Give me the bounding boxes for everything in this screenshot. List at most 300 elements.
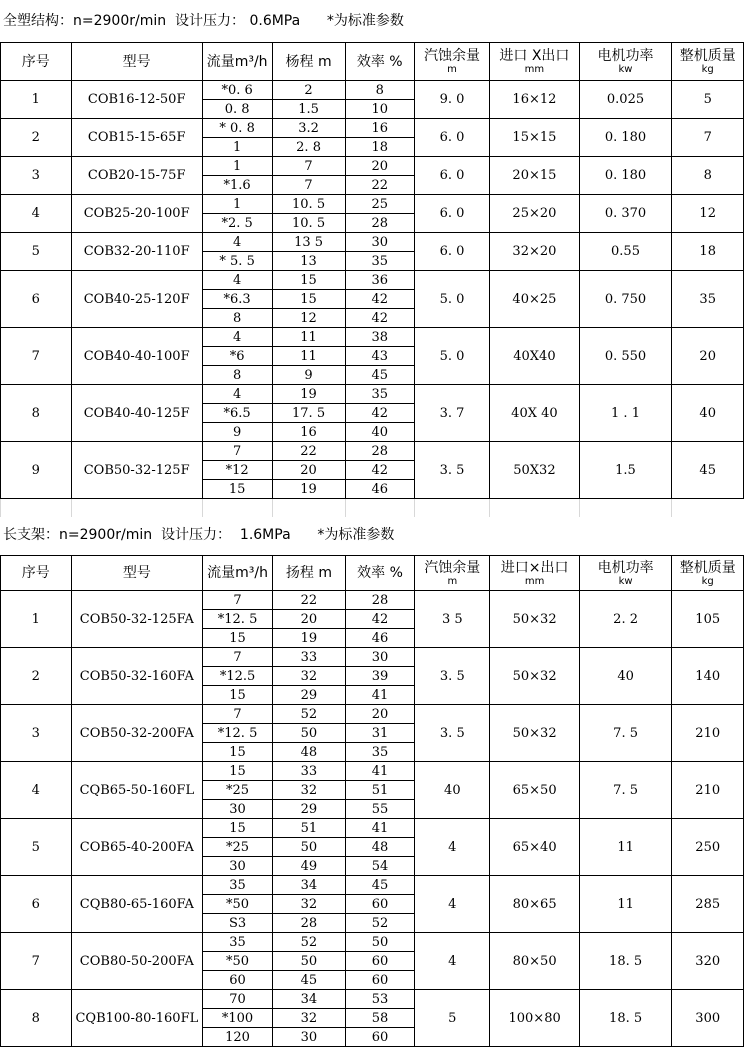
flow-value: *12.5 <box>203 667 273 686</box>
column-header-label: 流量m³/h <box>206 53 268 70</box>
motor-power: 1 . 1 <box>579 385 672 442</box>
table-row <box>1 933 744 952</box>
column-header-label: 进口 X出口 <box>499 48 570 64</box>
unit-mass: 320 <box>672 933 744 990</box>
table-row <box>1 195 744 214</box>
head-value: 32 <box>272 667 345 686</box>
head-value: 16 <box>272 423 345 442</box>
column-header-unit: m <box>447 64 457 75</box>
port-size: 50X32 <box>490 442 579 499</box>
efficiency-value: 46 <box>345 480 414 499</box>
head-value: 9 <box>272 366 345 385</box>
port-size: 80×50 <box>490 933 579 990</box>
efficiency-value: 51 <box>345 781 414 800</box>
motor-power: 18. 5 <box>579 990 672 1047</box>
flow-value: 15 <box>203 629 273 648</box>
head-value: 19 <box>272 629 345 648</box>
column-header-label: 效率 % <box>357 565 403 581</box>
efficiency-value: 42 <box>345 404 414 423</box>
efficiency-value: 41 <box>345 762 414 781</box>
port-size: 40X40 <box>490 328 579 385</box>
head-value: 30 <box>272 1028 345 1047</box>
column-header <box>203 556 273 591</box>
port-size: 32×20 <box>490 233 579 271</box>
efficiency-value: 41 <box>345 686 414 705</box>
motor-power: 0. 550 <box>579 328 672 385</box>
motor-power: 0. 370 <box>579 195 672 233</box>
npsh-value: 6. 0 <box>414 233 489 271</box>
column-header-label: 效率 % <box>356 53 403 70</box>
column-header-unit: kw <box>618 575 633 587</box>
section-2-title: 长支架：n=2900r/min 设计压力： 1.6MPa *为标准参数 <box>3 527 395 543</box>
table-row <box>1 876 744 895</box>
table-row <box>1 157 744 176</box>
port-size: 50×32 <box>490 705 579 762</box>
efficiency-value: 42 <box>345 309 414 328</box>
table-row <box>1 385 744 404</box>
flow-value: *0. 6 <box>202 81 272 100</box>
motor-power: 0. 750 <box>579 271 672 328</box>
head-value: 3.2 <box>272 119 345 138</box>
efficiency-value: 48 <box>345 838 414 857</box>
motor-power: 40 <box>579 648 672 705</box>
port-size: 40X 40 <box>490 385 579 442</box>
row-number: 8 <box>1 385 72 442</box>
column-header <box>1 556 72 591</box>
port-size: 80×65 <box>490 876 579 933</box>
npsh-value: 9. 0 <box>414 81 489 119</box>
efficiency-value: 28 <box>345 214 414 233</box>
head-value: 33 <box>272 648 345 667</box>
efficiency-value: 60 <box>345 952 414 971</box>
table-row <box>1 762 744 781</box>
efficiency-value: 30 <box>345 648 414 667</box>
port-size: 20×15 <box>490 157 579 195</box>
table-row <box>1 271 744 290</box>
flow-value: 4 <box>202 233 272 252</box>
column-header-label: 整机质量 <box>679 559 736 576</box>
flow-value: *12 <box>202 461 272 480</box>
row-number: 1 <box>1 81 72 119</box>
head-value: 34 <box>272 990 345 1009</box>
unit-mass: 300 <box>672 990 744 1047</box>
flow-value: *12. 5 <box>203 724 273 743</box>
head-value: 32 <box>272 1009 345 1028</box>
column-header-label: 电机功率 <box>597 559 654 576</box>
unit-mass: 8 <box>672 157 744 195</box>
efficiency-value: 40 <box>345 423 414 442</box>
efficiency-value: 50 <box>345 933 414 952</box>
flow-value: 0. 8 <box>202 100 272 119</box>
port-size: 65×50 <box>490 762 579 819</box>
head-value: 19 <box>272 480 345 499</box>
model-name: CQB100-80-160FL <box>71 990 203 1047</box>
column-header <box>414 43 489 81</box>
motor-power: 0.025 <box>579 81 672 119</box>
unit-mass: 250 <box>672 819 744 876</box>
efficiency-value: 45 <box>345 366 414 385</box>
head-value: 1.5 <box>272 100 345 119</box>
head-value: 33 <box>272 762 345 781</box>
column-header <box>672 43 744 81</box>
column-header <box>71 43 202 81</box>
motor-power: 2. 2 <box>579 591 672 648</box>
efficiency-value: 25 <box>345 195 414 214</box>
unit-mass: 20 <box>672 328 744 385</box>
head-value: 10. 5 <box>272 195 345 214</box>
table-row <box>1 442 744 461</box>
column-header-label: 扬程 m <box>285 565 332 581</box>
flow-value: 70 <box>203 990 273 1009</box>
flow-value: 1 <box>202 157 272 176</box>
unit-mass: 140 <box>672 648 744 705</box>
column-header <box>490 43 579 81</box>
flow-value: *1.6 <box>202 176 272 195</box>
unit-mass: 18 <box>672 233 744 271</box>
row-number: 6 <box>1 876 72 933</box>
spec-table-plastic <box>0 42 744 517</box>
column-header-label: 型号 <box>122 565 151 581</box>
column-header-unit: kw <box>618 64 633 75</box>
head-value: 11 <box>272 328 345 347</box>
blank-cell <box>1 499 72 517</box>
efficiency-value: 30 <box>345 233 414 252</box>
motor-power: 11 <box>579 876 672 933</box>
model-name: COB65-40-200FA <box>71 819 203 876</box>
head-value: 52 <box>272 705 345 724</box>
table-row <box>1 119 744 138</box>
row-number: 2 <box>1 648 72 705</box>
head-value: 28 <box>272 914 345 933</box>
flow-value: 7 <box>202 442 272 461</box>
flow-value: 60 <box>203 971 273 990</box>
head-value: 15 <box>272 271 345 290</box>
head-value: 32 <box>272 781 345 800</box>
motor-power: 7. 5 <box>579 705 672 762</box>
row-number: 1 <box>1 591 72 648</box>
flow-value: 4 <box>202 328 272 347</box>
npsh-value: 3. 7 <box>414 385 489 442</box>
head-value: 45 <box>272 971 345 990</box>
npsh-value: 3. 5 <box>415 648 490 705</box>
efficiency-value: 38 <box>345 328 414 347</box>
column-header-label: 序号 <box>21 565 50 581</box>
model-name: CQB65-50-160FL <box>71 762 203 819</box>
column-header-label: 整机质量 <box>679 48 736 64</box>
head-value: 22 <box>272 442 345 461</box>
flow-value: *6.3 <box>202 290 272 309</box>
efficiency-value: 18 <box>345 138 414 157</box>
npsh-value: 3. 5 <box>414 442 489 499</box>
column-header <box>272 43 345 81</box>
motor-power: 18. 5 <box>579 933 672 990</box>
blank-cell <box>672 499 744 517</box>
table-row <box>1 233 744 252</box>
blank-cell <box>579 499 672 517</box>
unit-mass: 12 <box>672 195 744 233</box>
column-header-label: 杨程 m <box>285 53 332 70</box>
head-value: 20 <box>272 610 345 629</box>
column-header-unit: mm <box>524 64 545 75</box>
column-header-label: 电机功率 <box>597 48 654 64</box>
model-name: CQB80-65-160FA <box>71 876 203 933</box>
spec-table-long-bracket <box>0 555 744 1047</box>
model-name: COB80-50-200FA <box>71 933 203 990</box>
head-value: 48 <box>272 743 345 762</box>
port-size: 50×32 <box>490 648 579 705</box>
flow-value: 4 <box>202 271 272 290</box>
column-header-unit: kg <box>701 64 714 75</box>
efficiency-value: 53 <box>345 990 414 1009</box>
npsh-value: 4 <box>415 819 490 876</box>
head-value: 49 <box>272 857 345 876</box>
efficiency-value: 42 <box>345 290 414 309</box>
head-value: 11 <box>272 347 345 366</box>
unit-mass: 45 <box>672 442 744 499</box>
table-row <box>1 819 744 838</box>
port-size: 100×80 <box>490 990 579 1047</box>
npsh-value: 40 <box>415 762 490 819</box>
head-value: 50 <box>272 838 345 857</box>
row-number: 7 <box>1 328 72 385</box>
model-name: COB50-32-200FA <box>71 705 203 762</box>
model-name: COB20-15-75F <box>71 157 202 195</box>
head-value: 2. 8 <box>272 138 345 157</box>
flow-value: 8 <box>202 309 272 328</box>
flow-value: 30 <box>203 857 273 876</box>
unit-mass: 5 <box>672 81 744 119</box>
blank-cell <box>272 499 345 517</box>
npsh-value: 3 5 <box>415 591 490 648</box>
efficiency-value: 54 <box>345 857 414 876</box>
motor-power: 0. 180 <box>579 119 672 157</box>
table-row <box>1 648 744 667</box>
efficiency-value: 10 <box>345 100 414 119</box>
model-name: COB32-20-110F <box>71 233 202 271</box>
motor-power: 11 <box>579 819 672 876</box>
column-header <box>345 556 414 591</box>
efficiency-value: 42 <box>345 461 414 480</box>
head-value: 19 <box>272 385 345 404</box>
efficiency-value: 16 <box>345 119 414 138</box>
column-header <box>415 556 490 591</box>
model-name: COB50-32-160FA <box>71 648 203 705</box>
efficiency-value: 52 <box>345 914 414 933</box>
column-header <box>490 556 579 591</box>
head-value: 29 <box>272 800 345 819</box>
table-row <box>1 328 744 347</box>
column-header-label: 型号 <box>122 53 151 70</box>
row-number: 5 <box>1 819 72 876</box>
blank-cell <box>345 499 414 517</box>
port-size: 40×25 <box>490 271 579 328</box>
column-header-label: 进口×出口 <box>500 559 569 576</box>
head-value: 13 <box>272 252 345 271</box>
npsh-value: 4 <box>415 876 490 933</box>
efficiency-value: 35 <box>345 252 414 271</box>
head-value: 12 <box>272 309 345 328</box>
row-number: 5 <box>1 233 72 271</box>
flow-value: 35 <box>203 876 273 895</box>
unit-mass: 35 <box>672 271 744 328</box>
motor-power: 0. 180 <box>579 157 672 195</box>
column-header-label: 序号 <box>21 53 50 70</box>
unit-mass: 7 <box>672 119 744 157</box>
column-header-unit: m <box>447 575 458 587</box>
head-value: 22 <box>272 591 345 610</box>
efficiency-value: 36 <box>345 271 414 290</box>
flow-value: 15 <box>203 686 273 705</box>
flow-value: 120 <box>203 1028 273 1047</box>
head-value: 10. 5 <box>272 214 345 233</box>
port-size: 15×15 <box>490 119 579 157</box>
motor-power: 0.55 <box>579 233 672 271</box>
efficiency-value: 58 <box>345 1009 414 1028</box>
npsh-value: 5. 0 <box>414 328 489 385</box>
head-value: 7 <box>272 157 345 176</box>
row-number: 9 <box>1 442 72 499</box>
column-header-label: 流量m³/h <box>207 565 268 581</box>
head-value: 29 <box>272 686 345 705</box>
head-value: 50 <box>272 952 345 971</box>
efficiency-value: 55 <box>345 800 414 819</box>
head-value: 7 <box>272 176 345 195</box>
model-name: COB40-40-125F <box>71 385 202 442</box>
column-header-unit: kg <box>701 575 714 587</box>
flow-value: *50 <box>203 895 273 914</box>
unit-mass: 210 <box>672 762 744 819</box>
efficiency-value: 35 <box>345 743 414 762</box>
model-name: COB40-25-120F <box>71 271 202 328</box>
efficiency-value: 28 <box>345 591 414 610</box>
flow-value: * 5. 5 <box>202 252 272 271</box>
column-header <box>1 43 72 81</box>
motor-power: 1.5 <box>579 442 672 499</box>
flow-value: 4 <box>202 385 272 404</box>
efficiency-value: 31 <box>345 724 414 743</box>
flow-value: 15 <box>203 743 273 762</box>
flow-value: 9 <box>202 423 272 442</box>
row-number: 4 <box>1 762 72 819</box>
column-header-label: 汽蚀余量 <box>424 48 481 64</box>
head-value: 51 <box>272 819 345 838</box>
unit-mass: 40 <box>672 385 744 442</box>
efficiency-value: 8 <box>345 81 414 100</box>
head-value: 13 5 <box>272 233 345 252</box>
flow-value: S3 <box>203 914 273 933</box>
row-number: 3 <box>1 157 72 195</box>
table-row <box>1 81 744 100</box>
row-number: 4 <box>1 195 72 233</box>
unit-mass: 285 <box>672 876 744 933</box>
model-name: COB50-32-125F <box>71 442 202 499</box>
column-header <box>672 556 744 591</box>
unit-mass: 210 <box>672 705 744 762</box>
head-value: 34 <box>272 876 345 895</box>
flow-value: 1 <box>202 138 272 157</box>
npsh-value: 4 <box>415 933 490 990</box>
efficiency-value: 41 <box>345 819 414 838</box>
efficiency-value: 22 <box>345 176 414 195</box>
port-size: 65×40 <box>490 819 579 876</box>
head-value: 2 <box>272 81 345 100</box>
row-number: 6 <box>1 271 72 328</box>
row-number: 3 <box>1 705 72 762</box>
column-header-label: 汽蚀余量 <box>424 559 481 576</box>
flow-value: 8 <box>202 366 272 385</box>
flow-value: 15 <box>203 819 273 838</box>
efficiency-value: 45 <box>345 876 414 895</box>
flow-value: 7 <box>203 648 273 667</box>
npsh-value: 6. 0 <box>414 195 489 233</box>
column-header <box>272 556 345 591</box>
blank-cell <box>71 499 202 517</box>
flow-value: *6.5 <box>202 404 272 423</box>
efficiency-value: 20 <box>345 705 414 724</box>
head-value: 50 <box>272 724 345 743</box>
unit-mass: 105 <box>672 591 744 648</box>
blank-cell <box>490 499 579 517</box>
column-header <box>345 43 414 81</box>
flow-value: 7 <box>203 705 273 724</box>
efficiency-value: 43 <box>345 347 414 366</box>
flow-value: 1 <box>202 195 272 214</box>
flow-value: *25 <box>203 781 273 800</box>
efficiency-value: 60 <box>345 971 414 990</box>
flow-value: * 0. 8 <box>202 119 272 138</box>
column-header <box>202 43 272 81</box>
efficiency-value: 39 <box>345 667 414 686</box>
header-row <box>1 43 744 81</box>
efficiency-value: 46 <box>345 629 414 648</box>
flow-value: 15 <box>203 762 273 781</box>
efficiency-value: 28 <box>345 442 414 461</box>
head-value: 32 <box>272 895 345 914</box>
model-name: COB40-40-100F <box>71 328 202 385</box>
flow-value: 35 <box>203 933 273 952</box>
head-value: 17. 5 <box>272 404 345 423</box>
row-number: 2 <box>1 119 72 157</box>
port-size: 25×20 <box>490 195 579 233</box>
npsh-value: 3. 5 <box>415 705 490 762</box>
flow-value: 7 <box>203 591 273 610</box>
model-name: COB16-12-50F <box>71 81 202 119</box>
motor-power: 7. 5 <box>579 762 672 819</box>
efficiency-value: 20 <box>345 157 414 176</box>
model-name: COB50-32-125FA <box>71 591 203 648</box>
column-header <box>579 43 672 81</box>
npsh-value: 5 <box>415 990 490 1047</box>
table-row <box>1 705 744 724</box>
section-1-title: 全塑结构：n=2900r/min 设计压力： 0.6MPa *为标准参数 <box>3 13 404 29</box>
flow-value: *12. 5 <box>203 610 273 629</box>
efficiency-value: 60 <box>345 895 414 914</box>
efficiency-value: 35 <box>345 385 414 404</box>
row-number: 8 <box>1 990 72 1047</box>
port-size: 16×12 <box>490 81 579 119</box>
npsh-value: 5. 0 <box>414 271 489 328</box>
row-number: 7 <box>1 933 72 990</box>
flow-value: *50 <box>203 952 273 971</box>
flow-value: *100 <box>203 1009 273 1028</box>
head-value: 15 <box>272 290 345 309</box>
column-header <box>71 556 203 591</box>
flow-value: *6 <box>202 347 272 366</box>
table-row <box>1 591 744 610</box>
blank-cell <box>202 499 272 517</box>
head-value: 20 <box>272 461 345 480</box>
blank-row <box>1 499 744 517</box>
